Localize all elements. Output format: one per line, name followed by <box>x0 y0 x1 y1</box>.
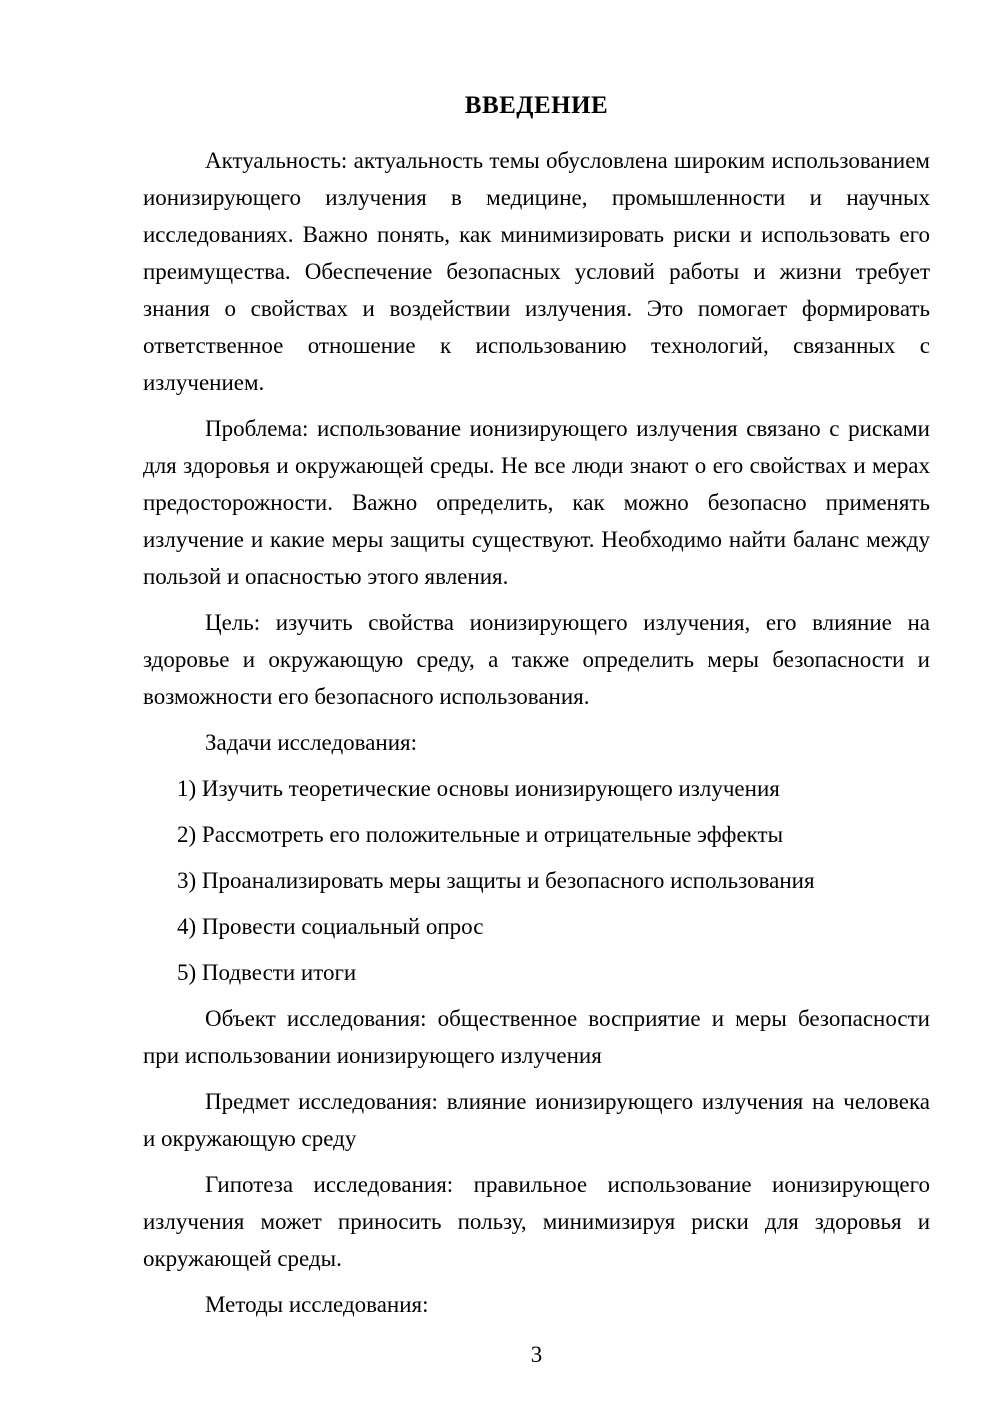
task-item-5: 5) Подвести итоги <box>177 960 357 985</box>
paragraph-goal: Цель: изучить свойства ионизирующего излучения, его влияние на здоровье и окружающую среду, а также определить меры безопасности и возможности его безопасного использования. <box>143 610 930 709</box>
task-item-1: 1) Изучить теоретические основы ионизирующего излучения <box>177 776 780 801</box>
document-title: ВВЕДЕНИЕ <box>464 92 609 119</box>
tasks-list <box>177 770 930 991</box>
methods-heading: Методы исследования: <box>205 1292 429 1317</box>
task-item-3: 3) Проанализировать меры защиты и безопасного использования <box>177 868 815 893</box>
paragraph-problem: Проблема: использование ионизирующего излучения связано с рисками для здоровья и окружающей среды. Не все люди знают о его свойствах и мерах предосторожности. Важно определить, как можно безопасно применять излучение и какие меры защиты существуют. Необходимо найти баланс между пользой и опасностью этого явления. <box>143 416 930 589</box>
paragraph-object: Объект исследования: общественное восприятие и меры безопасности при использовании ионизирующего излучения <box>143 1006 930 1068</box>
paragraph-hypothesis: Гипотеза исследования: правильное использование ионизирующего излучения может приносить пользу, минимизируя риски для здоровья и окружающей среды. <box>143 1172 930 1271</box>
page-number: 3 <box>530 1342 543 1367</box>
tasks-heading: Задачи исследования: <box>205 730 418 755</box>
task-item-4: 4) Провести социальный опрос <box>177 914 484 939</box>
paragraph-relevance: Актуальность: актуальность темы обусловлена широким использованием ионизирующего излучения в медицине, промышленности и научных исследованиях. Важно понять, как минимизировать риски и использовать его преимущества. Обеспечение безопасных условий работы и жизни требует знания о свойствах и воздействии излучения. Это помогает формировать ответственное отношение к использованию технологий, связанных с излучением. <box>143 148 930 395</box>
task-item-2: 2) Рассмотреть его положительные и отрицательные эффекты <box>177 822 784 847</box>
paragraph-subject: Предмет исследования: влияние ионизирующего излучения на человека и окружающую среду <box>143 1089 930 1151</box>
